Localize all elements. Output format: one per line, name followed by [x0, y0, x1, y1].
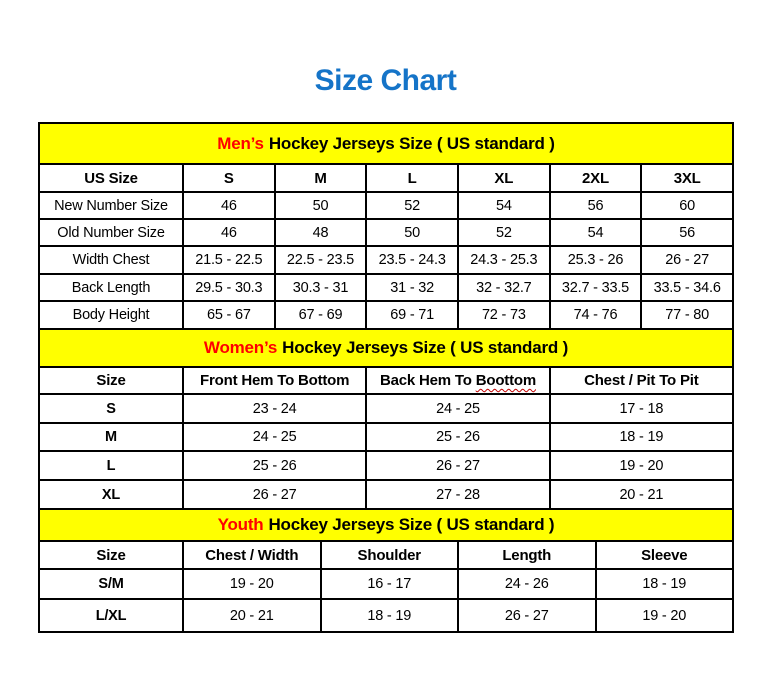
table-cell: 26 - 27 — [184, 481, 367, 510]
womens-section-banner — [40, 330, 734, 368]
table-cell: 56 — [551, 193, 643, 220]
table-cell: 46 — [184, 193, 276, 220]
table-cell: 19 - 20 — [597, 600, 735, 633]
table-cell: 25 - 26 — [367, 424, 550, 452]
youth-section-banner — [40, 510, 734, 542]
mens-banner-text: Hockey Jerseys Size ( US standard ) — [268, 133, 555, 153]
table-cell: 18 - 19 — [597, 570, 735, 600]
table-cell: 46 — [184, 220, 276, 247]
table-cell: 24 - 25 — [367, 395, 550, 424]
womens-header-size: Size — [40, 368, 184, 395]
mens-header-m: M — [276, 165, 368, 193]
table-cell: 54 — [459, 193, 551, 220]
table-cell: 50 — [367, 220, 459, 247]
row-label: L/XL — [40, 600, 184, 633]
row-label: M — [40, 424, 184, 452]
table-cell: 69 - 71 — [367, 302, 459, 330]
table-cell: 33.5 - 34.6 — [642, 275, 734, 302]
mens-header-3xl: 3XL — [642, 165, 734, 193]
table-cell: 20 - 21 — [184, 600, 322, 633]
table-cell: 18 - 19 — [322, 600, 460, 633]
table-cell: 27 - 28 — [367, 481, 550, 510]
table-cell: 26 - 27 — [367, 452, 550, 481]
womens-header-front: Front Hem To Bottom — [184, 368, 367, 395]
table-cell: 52 — [459, 220, 551, 247]
youth-header-length: Length — [459, 542, 597, 570]
youth-header-shoulder: Shoulder — [322, 542, 460, 570]
womens-header-back-misspelled-word: Boottom — [475, 372, 536, 389]
table-cell: 16 - 17 — [322, 570, 460, 600]
table-cell: 54 — [551, 220, 643, 247]
row-label: Width Chest — [40, 247, 184, 275]
row-label: Old Number Size — [40, 220, 184, 247]
table-cell: 22.5 - 23.5 — [276, 247, 368, 275]
mens-header-xl: XL — [459, 165, 551, 193]
table-cell: 24.3 - 25.3 — [459, 247, 551, 275]
table-cell: 67 - 69 — [276, 302, 368, 330]
table-cell: 32 - 32.7 — [459, 275, 551, 302]
table-cell: 24 - 25 — [184, 424, 367, 452]
youth-banner-red-word: Youth — [217, 515, 264, 534]
youth-size-table — [40, 510, 734, 633]
table-cell: 20 - 21 — [551, 481, 734, 510]
table-cell: 31 - 32 — [367, 275, 459, 302]
womens-banner-text: Hockey Jerseys Size ( US standard ) — [282, 338, 569, 357]
mens-section-banner — [40, 124, 734, 165]
table-cell: 72 - 73 — [459, 302, 551, 330]
row-label: XL — [40, 481, 184, 510]
page-title: Size Chart — [314, 64, 457, 97]
table-cell: 25 - 26 — [184, 452, 367, 481]
row-label: S/M — [40, 570, 184, 600]
row-label: Body Height — [40, 302, 184, 330]
table-cell: 65 - 67 — [184, 302, 276, 330]
mens-banner-red-word: Men’s — [217, 133, 264, 153]
row-label: S — [40, 395, 184, 424]
table-cell: 19 - 20 — [551, 452, 734, 481]
table-cell: 60 — [642, 193, 734, 220]
table-cell: 32.7 - 33.5 — [551, 275, 643, 302]
table-cell: 26 - 27 — [459, 600, 597, 633]
youth-header-chest: Chest / Width — [184, 542, 322, 570]
womens-header-back-prefix: Back Hem To — [380, 372, 472, 389]
table-cell: 25.3 - 26 — [551, 247, 643, 275]
table-cell: 77 - 80 — [642, 302, 734, 330]
table-cell: 52 — [367, 193, 459, 220]
mens-header-2xl: 2XL — [551, 165, 643, 193]
table-cell: 50 — [276, 193, 368, 220]
youth-header-size: Size — [40, 542, 184, 570]
table-cell: 29.5 - 30.3 — [184, 275, 276, 302]
row-label: Back Length — [40, 275, 184, 302]
table-cell: 56 — [642, 220, 734, 247]
table-cell: 24 - 26 — [459, 570, 597, 600]
row-label: L — [40, 452, 184, 481]
womens-header-back — [367, 368, 550, 395]
mens-size-table — [40, 124, 734, 330]
womens-banner-red-word: Women’s — [203, 338, 278, 357]
youth-banner-text: Hockey Jerseys Size ( US standard ) — [268, 515, 555, 534]
table-cell: 30.3 - 31 — [276, 275, 368, 302]
size-chart-table — [38, 122, 734, 633]
table-cell: 18 - 19 — [551, 424, 734, 452]
table-cell: 48 — [276, 220, 368, 247]
mens-header-us-size: US Size — [40, 165, 184, 193]
table-cell: 21.5 - 22.5 — [184, 247, 276, 275]
womens-header-chest: Chest / Pit To Pit — [551, 368, 734, 395]
table-cell: 23 - 24 — [184, 395, 367, 424]
row-label: New Number Size — [40, 193, 184, 220]
mens-header-l: L — [367, 165, 459, 193]
youth-header-sleeve: Sleeve — [597, 542, 735, 570]
table-cell: 19 - 20 — [184, 570, 322, 600]
table-cell: 26 - 27 — [642, 247, 734, 275]
table-cell: 23.5 - 24.3 — [367, 247, 459, 275]
womens-size-table — [40, 330, 734, 510]
table-cell: 17 - 18 — [551, 395, 734, 424]
table-cell: 74 - 76 — [551, 302, 643, 330]
mens-header-s: S — [184, 165, 276, 193]
